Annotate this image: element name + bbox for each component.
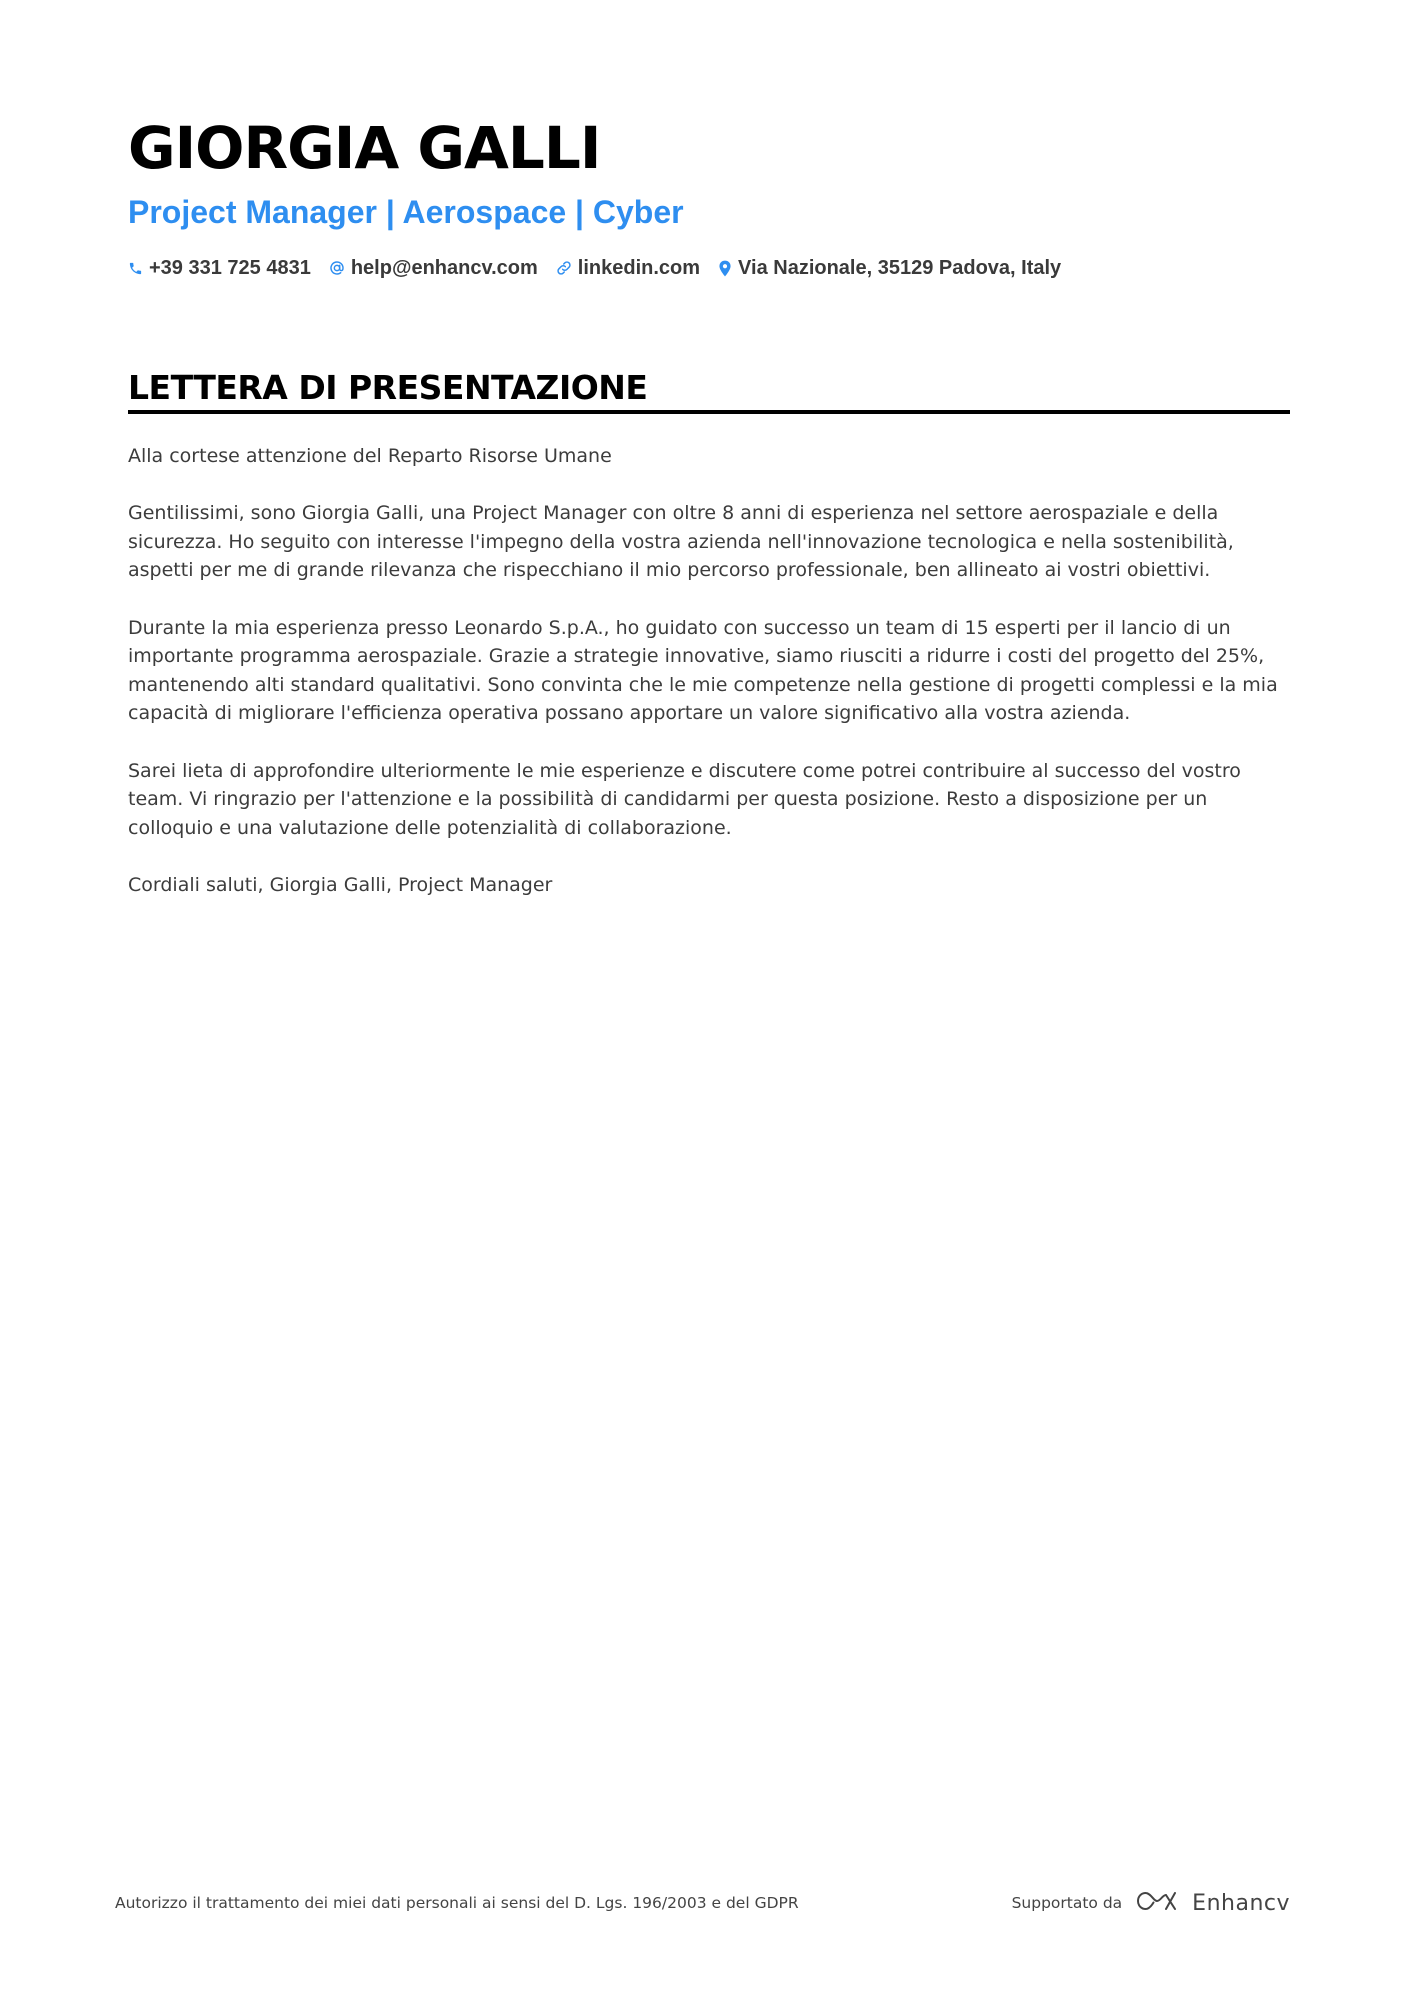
location-text: Via Nazionale, 35129 Padova, Italy (738, 256, 1062, 279)
letter-salutation: Alla cortese attenzione del Reparto Risorse Umane (128, 445, 612, 467)
section-title: LETTERA DI PRESENTAZIONE (128, 368, 648, 407)
phone-icon (128, 261, 143, 276)
privacy-consent: Autorizzo il trattamento dei miei dati personali ai sensi del D. Lgs. 196/2003 e del GDPR (115, 1894, 799, 1912)
letter-paragraph: Durante la mia esperienza presso Leonardo S.p.A., ho guidato con successo un team di 15 esperti per il lancio di un importante programma aerospaziale. Grazie a strategie innovative, siamo riusciti a ridurre i costi del progetto del 25%, mantenendo alti standard qualitativi. Sono convinta che le mie competenze nella gestione di progetti complessi e la mia capacità di migliorare l'efficienza operativa possano apportare un valore significativo alla vostra azienda. (128, 616, 1278, 725)
powered-by[interactable] (1012, 1888, 1290, 1918)
location-pin-icon (718, 260, 732, 277)
contact-phone (128, 257, 311, 280)
link-text: linkedin.com (577, 256, 701, 279)
contact-bar (128, 254, 1061, 282)
email-address: help@enhancv.com (350, 256, 538, 279)
letter-paragraph: Gentilissimi, sono Giorgia Galli, una Project Manager con oltre 8 anni di esperienza nel settore aerospaziale e della sicurezza. Ho seguito con interesse l'impegno della vostra azienda nell'innovazione tecnologica e nella sostenibilità, aspetti per me di grande rilevanza che rispecchiano il mio percorso professionale, ben allineato ai vostri obiettivi. (128, 502, 1234, 582)
letter-body (128, 442, 1293, 928)
enhancv-logo-icon (1134, 1888, 1180, 1918)
brand-name: Enhancv (1192, 1890, 1290, 1916)
candidate-headline: Project Manager | Aerospace | Cyber (128, 194, 684, 230)
powered-by-label: Supportato da (1011, 1894, 1123, 1912)
contact-email[interactable] (329, 257, 538, 280)
link-icon (556, 260, 572, 276)
section-divider (128, 410, 1290, 414)
candidate-name: GIORGIA GALLI (128, 114, 601, 182)
letter-closing: Cordiali saluti, Giorgia Galli, Project Manager (128, 873, 553, 896)
at-icon (329, 260, 345, 276)
phone-number: +39 331 725 4831 (149, 256, 311, 279)
letter-paragraph: Sarei lieta di approfondire ulteriormente le mie esperienze e discutere come potrei contribuire al successo del vostro team. Vi ringrazio per l'attenzione e la possibilità di candidarmi per questa posizione. Resto a disposizione per un colloquio e una valutazione delle potenzialità di collaborazione. (128, 759, 1241, 839)
contact-location (718, 257, 1061, 280)
contact-link[interactable] (556, 257, 700, 280)
